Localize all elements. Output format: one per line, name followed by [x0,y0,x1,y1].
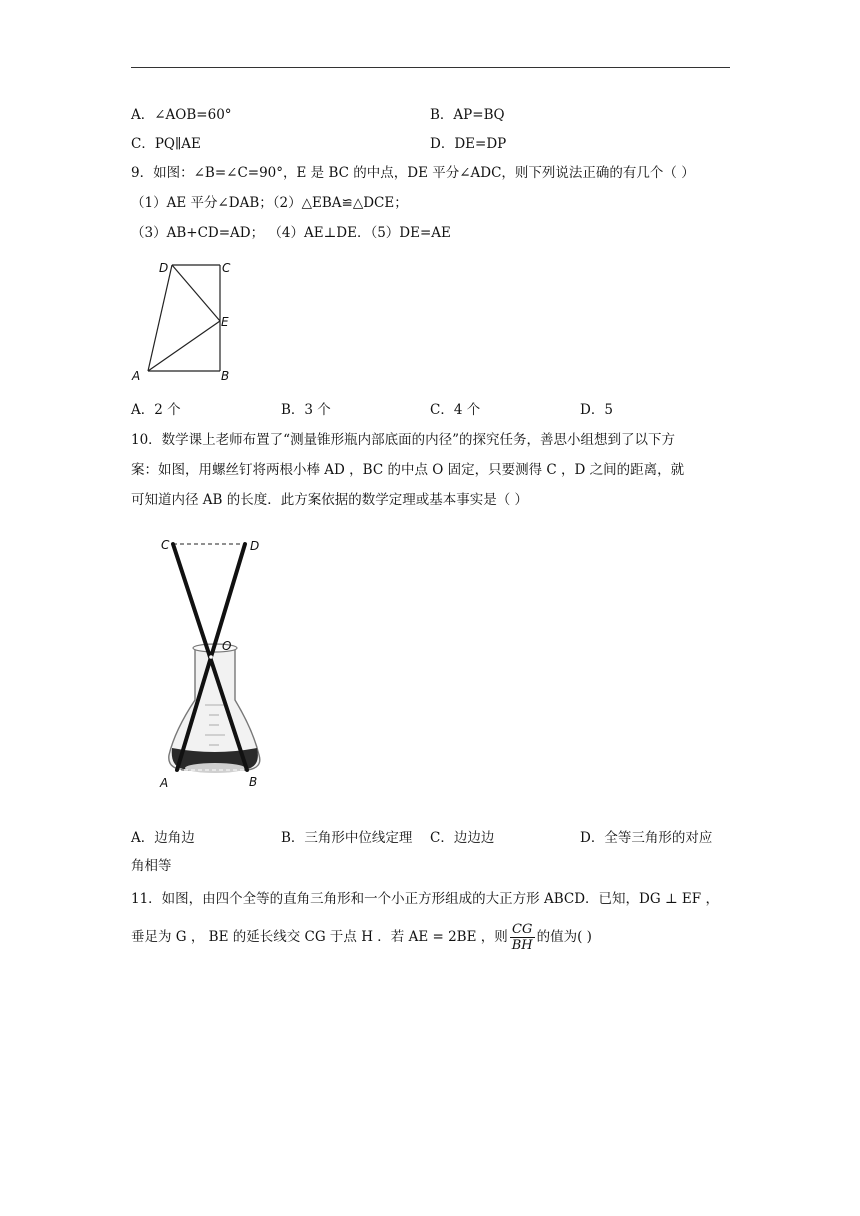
q10-label-o: O [222,639,232,653]
q9-label-e: E [221,315,229,329]
q9-option-c: C．4 个 [430,402,481,418]
q11-line-1: 11．如图，由四个全等的直角三角形和一个小正方形组成的大正方形 ABCD．已知，DG ⊥ EF ， [131,891,719,907]
header-rule [131,67,730,68]
q10-line-3: 可知道内径 AB 的长度．此方案依据的数学定理或基本事实是（ ） [131,492,529,508]
q10-flask-figure [155,530,275,792]
q10-option-d: D．全等三角形的对应 [580,830,713,846]
q10-line-2: 案：如图，用螺丝钉将两根小棒 AD ，BC 的中点 O 固定，只要测得 C ，D 之间的距离，就 [131,462,685,478]
q9-option-d: D．5 [580,402,613,418]
q10-line-1: 10．数学课上老师布置了“测量锥形瓶内部底面的内径”的探究任务，善思小组想到了以下方 [131,432,675,448]
q9-statement-1: （1）AE 平分∠DAB；（2）△EBA≌△DCE； [131,195,408,211]
q8-option-d: D．DE=DP [430,136,507,152]
q9-label-c: C [222,261,231,275]
q9-label-a: A [132,369,141,383]
q10-label-d: D [250,539,260,553]
q8-option-b: B．AP=BQ [430,107,505,123]
q10-option-b: B．三角形中位线定理 [281,830,413,846]
q10-option-c: C．边边边 [430,830,495,846]
q9-statement-2: （3）AB+CD=AD； （4）AE⊥DE．（5）DE=AE [131,225,451,241]
q9-stem: 9．如图：∠B=∠C=90°，E 是 BC 的中点，DE 平分∠ADC，则下列说法正确的有几个（ ） [131,165,695,181]
q11-fraction [510,922,535,953]
q9-figure [128,256,240,386]
q11-line-2-before-fraction: 垂足为 G ， BE 的延长线交 CG 于点 H ．若 AE = 2BE ，则 [131,929,508,945]
q10-label-c: C [161,538,170,552]
q8-option-a: A．∠AOB=60° [131,107,232,123]
q10-label-a: A [160,776,169,790]
q11-fraction-denominator: BH [511,938,533,953]
q10-label-b: B [249,775,258,789]
q11-line-2-after-fraction: 的值为( ) [536,929,592,945]
q8-option-c: C．PQ∥AE [131,136,201,152]
q9-option-a: A．2 个 [131,402,181,418]
q10-option-d-continued: 角相等 [131,858,172,874]
q9-label-b: B [221,369,230,383]
q11-line-2 [131,917,592,957]
q9-option-b: B．3 个 [281,402,331,418]
q9-label-d: D [159,261,169,275]
q10-option-a: A．边角边 [131,830,195,846]
q11-fraction-numerator: CG [510,922,535,938]
